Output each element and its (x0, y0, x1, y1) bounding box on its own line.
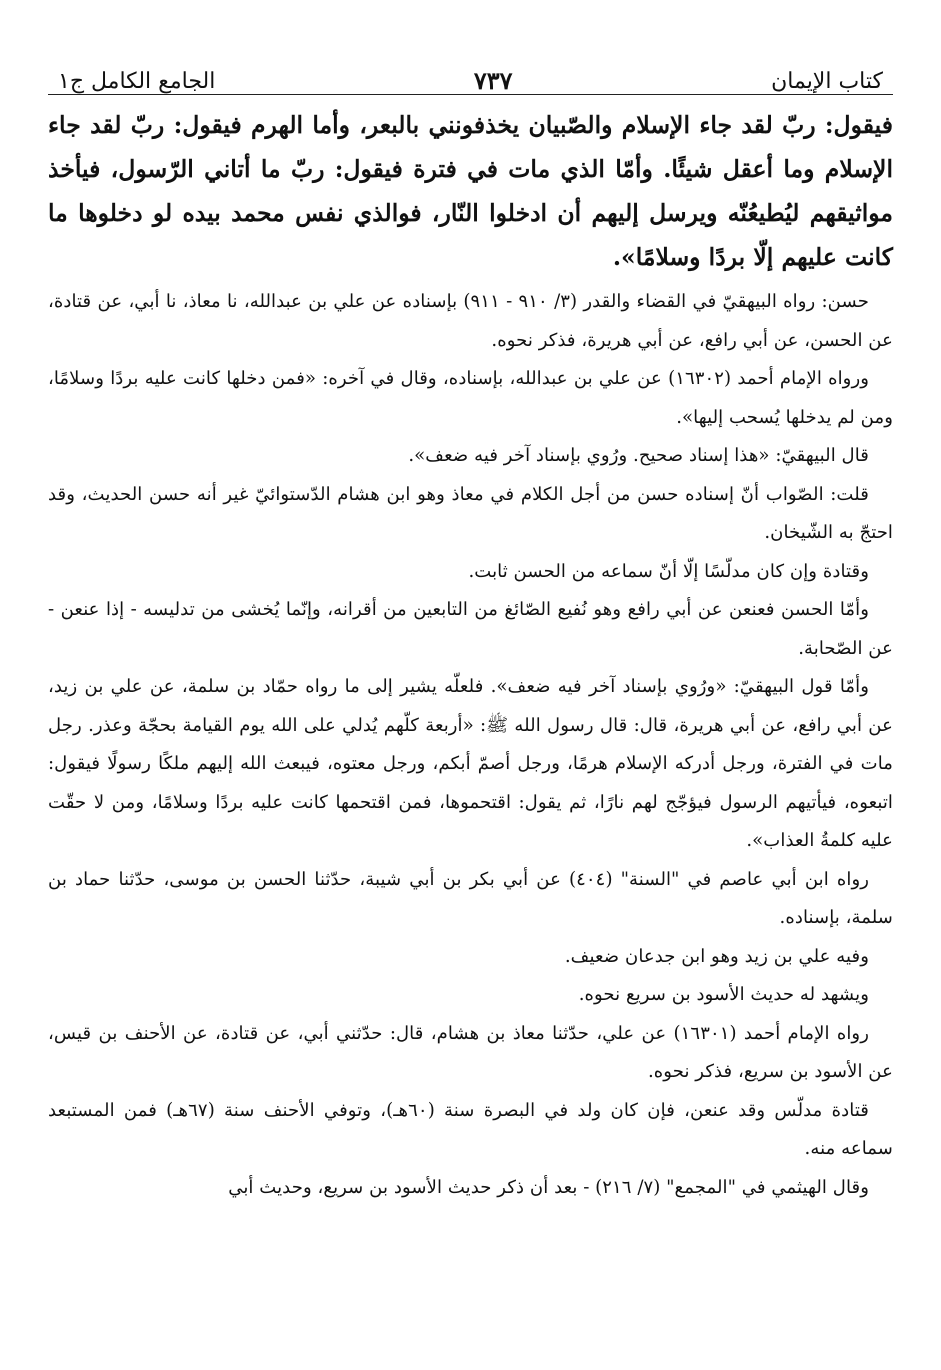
page-body (48, 95, 893, 1207)
hadith-text: فيقول: ربّ لقد جاء الإسلام والصّبيان يخذفونني بالبعر، وأما الهرم فيقول: ربّ لقد جاء الإسلام وما أعقل شيئًا. وأمّا الذي مات في فترة فيقول: ربّ ما أتاني الرّسول، فيأخذ مواثيقهم ليُطيعُنّه ويرسل إليهم أن ادخلوا النّار، فوالذي نفس محمد بيده لو دخلوها ما كانت عليهم إلّا بردًا وسلامًا». (48, 111, 893, 271)
takhrij-paragraph: حسن: رواه البيهقيّ في القضاء والقدر (٣/ ٩١٠ - ٩١١) بإسناده عن علي بن عبدالله، نا معاذ، نا أبي، عن قتادة، عن الحسن، عن أبي رافع، عن أبي هريرة، فذكر نحوه. (48, 291, 893, 351)
page-number: ٧٣٧ (473, 65, 513, 95)
takhrij-paragraph: رواه ابن أبي عاصم في "السنة" (٤٠٤) عن أبي بكر بن أبي شيبة، حدّثنا الحسن بن موسى، حدّثنا حماد بن سلمة، بإسناده. (48, 868, 893, 928)
commentary-paragraph: قال البيهقيّ: «هذا إسناد صحيح. ورُوي بإسناد آخر فيه ضعف». (408, 445, 869, 466)
commentary-paragraph: وفيه علي بن زيد وهو ابن جدعان ضعيف. (564, 945, 869, 967)
running-header (48, 52, 893, 95)
commentary-paragraph: قلت: الصّواب أنّ إسناده حسن من أجل الكلام في معاذ وهو ابن هشام الدّستوائيّ غير أنه حسن الحديث، وقد احتجّ به الشّيخان. (48, 483, 893, 543)
takhrij-paragraph: رواه الإمام أحمد (١٦٣٠١) عن علي، حدّثنا معاذ بن هشام، قال: حدّثني أبي، عن قتادة، عن الأحنف بن قيس، عن الأسود بن سريع، فذكر نحوه. (48, 1022, 893, 1082)
book-title: كتاب الإيمان (771, 68, 883, 94)
commentary-paragraph: قتادة مدلّس وقد عنعن، فإن كان ولد في البصرة سنة (٦٠هـ)، وتوفي الأحنف سنة (٦٧هـ) فمن المستبعد سماعه منه. (48, 1099, 893, 1159)
commentary-paragraph: ويشهد له حديث الأسود بن سريع نحوه. (578, 984, 869, 1005)
takhrij-paragraph: ورواه الإمام أحمد (١٦٣٠٢) عن علي بن عبدالله، بإسناده، وقال في آخره: «فمن دخلها كانت عليه بردًا وسلامًا، ومن لم يدخلها يُسحب إليها». (48, 368, 893, 428)
commentary-paragraph: وقال الهيثمي في "المجمع" (٧/ ٢١٦) - بعد أن ذكر حديث الأسود بن سريع، وحديث أبي (228, 1176, 869, 1198)
commentary-paragraph: وقتادة وإن كان مدلّسًا إلّا أنّ سماعه من الحسن ثابت. (468, 560, 869, 582)
commentary-paragraph: وأمّا قول البيهقيّ: «ورُوي بإسناد آخر فيه ضعف». فلعلّه يشير إلى ما رواه حمّاد بن سلمة، عن علي بن زيد، عن أبي رافع، عن أبي هريرة، قال: قال رسول الله ﷺ: «أربعة كلّهم يُدلي على الله يوم القيامة بحجّة وعذر. رجل مات في الفترة، ورجل أدركه الإسلام هرمًا، ورجل أصمّ أبكم، ورجل معتوه، فيبعث الله إليهم ملكًا رسولًا فيقول: اتبعوه، فيأتيهم الرسول فيؤجّج لهم نارًا، ثم يقول: اقتحموها، فمن اقتحمها كانت عليه بردًا وسلامًا، ومن لا حقّت عليه كلمةُ العذاب». (48, 676, 893, 851)
commentary-paragraph: وأمّا الحسن فعنعن عن أبي رافع وهو نُفيع الصّائغ من التابعين من أقرانه، وإنّما يُخشى من تدليسه - إذا عنعن - عن الصّحابة. (48, 599, 893, 659)
series-title: الجامع الكامل ج١ (58, 68, 216, 94)
